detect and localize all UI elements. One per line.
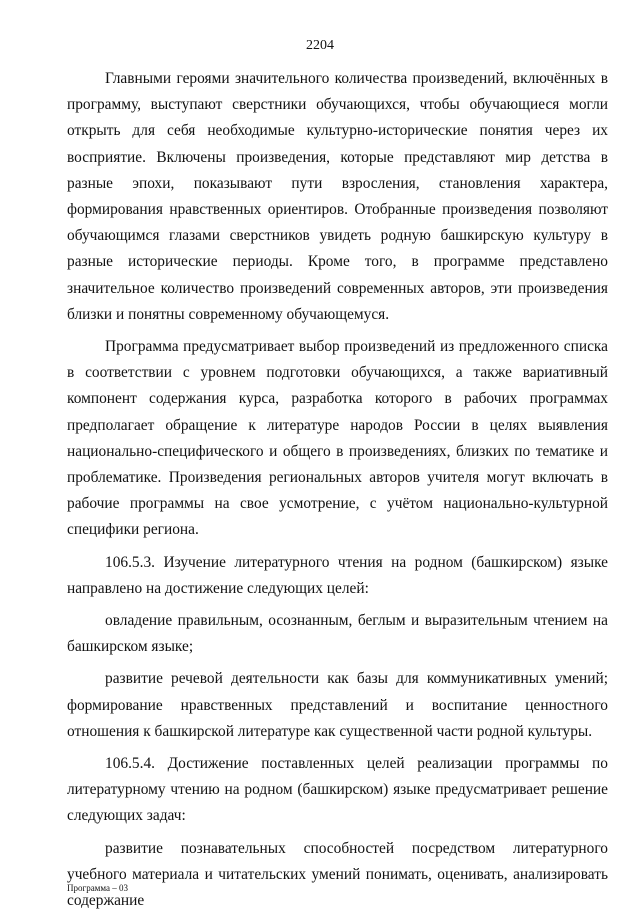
paragraph-task-cognitive: развитие познавательных способностей посредством литературного учебного материала и читательских умений понимать, оценивать, анализировать содержание bbox=[67, 839, 608, 910]
paragraph-tasks-intro: 106.5.4. Достижение поставленных целей реализации программы по литературному чтению на родном (башкирском) языке предусматривает решение следующих задач: bbox=[67, 755, 608, 825]
paragraph-goal-reading: овладение правильным, осознанным, беглым и выразительным чтением на башкирском языке; bbox=[67, 612, 608, 656]
page-number: 2204 bbox=[306, 38, 334, 53]
paragraph-goals-intro: 106.5.3. Изучение литературного чтения на родном (башкирском) языке направлено на достижение следующих целей: bbox=[67, 553, 608, 597]
footer-label: Программа – 03 bbox=[67, 883, 129, 893]
paragraph-program-choice: Программа предусматривает выбор произведений из предложенного списка в соответствии с уровнем подготовки обучающихся, а также вариативный компонент содержания курса, разработка которого в рабочих программах предполагает обращение к литературе народов России в целях выявления национально-специфического и общего в произведениях, близких по тематике и проблематике. Произведения региональных авторов учителя могут включать в рабочие программы на свое усмотрение, с учётом национально-культурной специфики региона. bbox=[67, 338, 608, 539]
paragraph-heroes: Главными героями значительного количества произведений, включённых в программу, выступают сверстники обучающихся, чтобы обучающиеся могли открыть для себя необходимые культурно-исторические понятия через их восприятие. Включены произведения, которые представляют мир детства в разные эпохи, показывают пути взросления, становления характера, формирования нравственных ориентиров. Отобранные произведения позволяют обучающимся глазами сверстников увидеть родную башкирскую культуру в разные исторические периоды. Кроме того, в программе представлено значительное количество произведений современных авторов, эти произведения близки и понятны современному обучающемуся. bbox=[67, 70, 608, 323]
paragraph-goal-speech: развитие речевой деятельности как базы для коммуникативных умений; формирование нравственных представлений и воспитание ценностного отношения к башкирской литературе как существенной части родной культуры. bbox=[67, 670, 608, 740]
body-text bbox=[67, 66, 608, 920]
